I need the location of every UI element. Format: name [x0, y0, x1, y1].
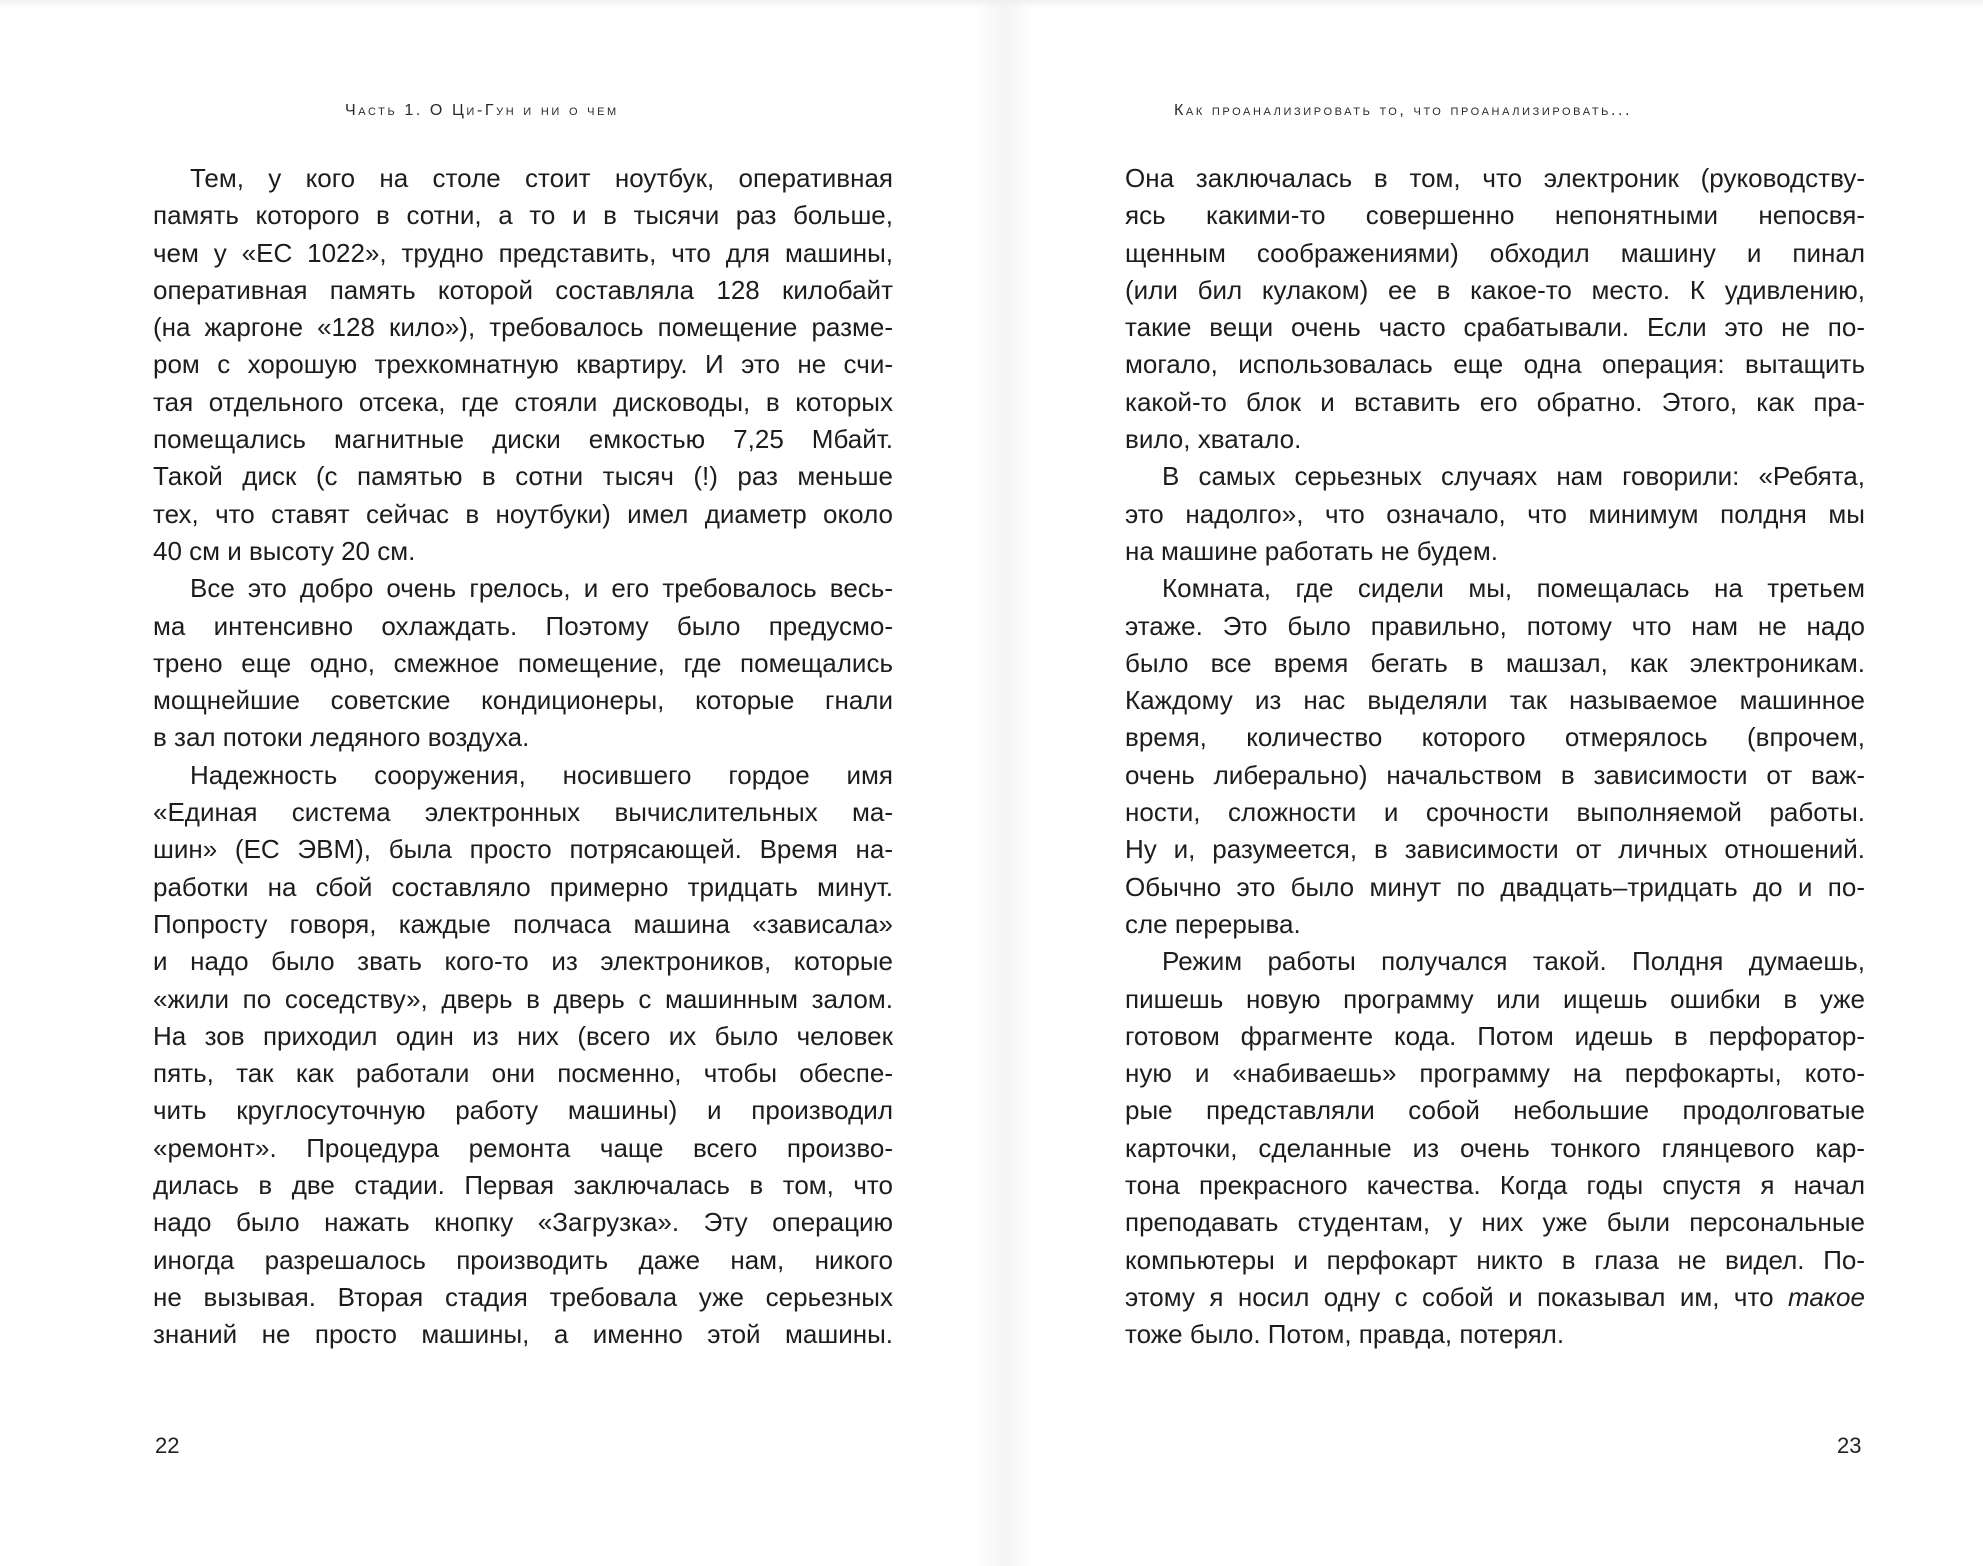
text-line: могало, использовалась еще одна операция: вытащить: [1125, 349, 1865, 380]
left-running-head: Часть 1. О Ци-Гун и ни о чем: [345, 102, 619, 119]
text-line: помещались магнитные диски емкостью 7,25 Мбайт.: [153, 424, 893, 455]
text-line: 40 см и высоту 20 см.: [153, 535, 416, 566]
text-line: В самых серьезных случаях нам говорили: «Ребята,: [1162, 461, 1865, 492]
text-line: пишешь новую программу или ищешь ошибки в уже: [1125, 983, 1865, 1014]
text-line: чем у «ЕС 1022», трудно представить, что для машины,: [153, 237, 893, 268]
text-line: ма интенсивно охлаждать. Поэтому было предусмо-: [153, 610, 893, 641]
text-line: Надежность сооружения, носившего гордое имя: [190, 759, 893, 790]
text-line: в зал потоки ледяного воздуха.: [153, 722, 530, 753]
text-line: компьютеры и перфокарт никто в глаза не видел. По-: [1125, 1244, 1865, 1275]
text-line: иногда разрешалось производить даже нам, никого: [153, 1244, 893, 1275]
text-line: Ну и, разумеется, в зависимости от личных отношений.: [1125, 834, 1865, 865]
text-line: (или бил кулаком) ее в какое-то место. К удивлению,: [1125, 274, 1865, 305]
text-line: надо было нажать кнопку «Загрузка». Эту операцию: [153, 1207, 893, 1238]
text-line: Все это добро очень грелось, и его требовалось весь-: [190, 573, 893, 604]
text-line: память которого в сотни, а то и в тысячи раз больше,: [153, 200, 893, 231]
text-line: На зов приходил один из них (всего их было человек: [153, 1020, 893, 1051]
text-line: Она заключалась в том, что электроник (руководству-: [1125, 163, 1865, 193]
text-line: тех, что ставят сейчас в ноутбуки) имел диаметр около: [153, 498, 893, 529]
text-line: и надо было звать кого-то из электроников, которые: [153, 946, 893, 977]
right-body-text: [1125, 160, 1865, 1354]
text-line: пять, так как работали они посменно, чтобы обеспе-: [153, 1058, 893, 1089]
text-line: вило, хватало.: [1125, 424, 1302, 455]
left-body-text: [153, 160, 893, 1354]
text-line: (на жаргоне «128 кило»), требовалось помещение разме-: [153, 312, 893, 343]
text-line: преподавать студентам, у них уже были персональные: [1125, 1207, 1865, 1238]
left-page-number: 22: [155, 1433, 180, 1458]
text-line: тона прекрасного качества. Когда годы спустя я начал: [1125, 1170, 1865, 1201]
text-line: сле перерыва.: [1125, 908, 1301, 939]
text-line: ясь какими-то совершенно непонятными непосвя-: [1125, 200, 1865, 231]
italic-word: такое: [1787, 1281, 1865, 1312]
text-line: Попросту говоря, каждые полчаса машина «зависала»: [153, 908, 893, 939]
text-line: «ремонт». Процедура ремонта чаще всего произво-: [153, 1132, 893, 1163]
text-line: чить круглосуточную работу машины) и производил: [153, 1095, 893, 1126]
text-line: шин» (ЕС ЭВМ), была просто потрясающей. Время на-: [153, 834, 893, 865]
text-line: щенным соображениями) обходил машину и пинал: [1125, 237, 1865, 268]
text-line: «Единая система электронных вычислительных ма-: [153, 797, 893, 828]
text-line: ную и «набиваешь» программу на перфокарты, кото-: [1125, 1058, 1865, 1089]
text-line: какой-то блок и вставить его обратно. Этого, как пра-: [1125, 386, 1865, 417]
text-line: «жили по соседству», дверь в дверь с машинным залом.: [153, 983, 893, 1014]
text-line-part: этому я носил одну с собой и показывал им, что: [1125, 1281, 1774, 1312]
text-line: было все время бегать в машзал, как электроникам.: [1125, 647, 1865, 678]
text-line: Комната, где сидели мы, помещалась на третьем: [1162, 573, 1865, 604]
text-line: трено еще одно, смежное помещение, где помещались: [153, 647, 893, 678]
text-line: на машине работать не будем.: [1125, 535, 1498, 566]
text-line: Режим работы получался такой. Полдня думаешь,: [1162, 946, 1865, 977]
text-line: очень либерально) начальством в зависимости от важ-: [1125, 759, 1865, 790]
text-line: готовом фрагменте кода. Потом идешь в перфоратор-: [1125, 1020, 1865, 1051]
text-line: не вызывая. Вторая стадия требовала уже серьезных: [153, 1281, 893, 1312]
text-line: карточки, сделанные из очень тонкого глянцевого кар-: [1125, 1132, 1865, 1163]
text-line: дилась в две стадии. Первая заключалась в том, что: [153, 1170, 893, 1201]
text-line: время, количество которого отмерялось (впрочем,: [1125, 722, 1865, 753]
text-line: рые представляли собой небольшие продолговатые: [1125, 1095, 1865, 1126]
text-line: оперативная память которой составляла 128 килобайт: [153, 274, 893, 305]
text-line-with-italic: [1125, 1279, 1865, 1316]
text-line: тая отдельного отсека, где стояли дисководы, в которых: [153, 386, 893, 417]
text-line: Тем, у кого на столе стоит ноутбук, оперативная: [190, 163, 893, 193]
text-line: мощнейшие советские кондиционеры, которые гнали: [153, 685, 893, 716]
text-line: Каждому из нас выделяли так называемое машинное: [1125, 685, 1865, 716]
right-running-head: Как проанализировать то, что проанализировать...: [1174, 102, 1633, 119]
text-line: ром с хорошую трехкомнатную квартиру. И это не счи-: [153, 349, 893, 380]
text-line: знаний не просто машины, а именно этой машины.: [153, 1319, 893, 1350]
book-gutter: [975, 0, 1035, 1566]
text-line: тоже было. Потом, правда, потерял.: [1125, 1319, 1565, 1350]
text-line: это надолго», что означало, что минимум полдня мы: [1125, 498, 1865, 529]
text-line: Обычно это было минут по двадцать–тридцать до и по-: [1125, 871, 1865, 902]
text-line: ности, сложности и срочности выполняемой работы.: [1125, 797, 1865, 828]
text-line: такие вещи очень часто срабатывали. Если это не по-: [1125, 312, 1865, 343]
text-line: этаже. Это было правильно, потому что нам не надо: [1125, 610, 1865, 641]
text-line: Такой диск (с памятью в сотни тысяч (!) раз меньше: [153, 461, 893, 492]
text-line: работки на сбой составляло примерно тридцать минут.: [153, 871, 893, 902]
right-page-number: 23: [1837, 1433, 1862, 1458]
